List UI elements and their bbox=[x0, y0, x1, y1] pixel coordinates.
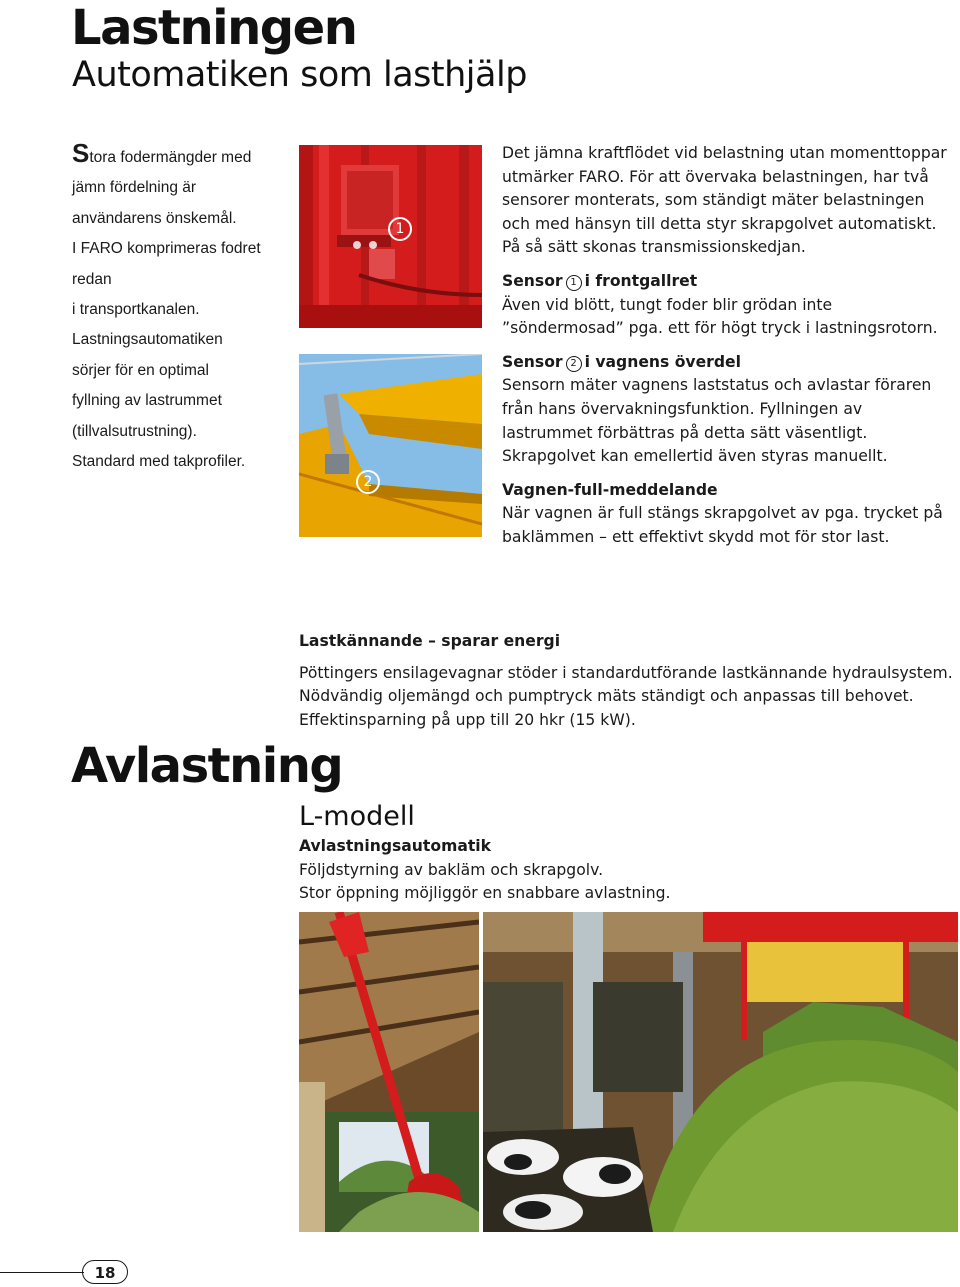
sensor2-heading: Sensor 2 i vagnens överdel bbox=[502, 352, 741, 371]
sensor1-heading: Sensor 1 i frontgallret bbox=[502, 271, 698, 290]
intro-line: Stora fodermängder med bbox=[72, 138, 252, 168]
unloading-automation-line: Följdstyrning av bakläm och skrapgolv. bbox=[299, 860, 604, 879]
sensor-1-badge: 1 bbox=[388, 217, 412, 241]
section-title-lastningen: Lastningen bbox=[71, 0, 357, 56]
unloading-automation-line: Stor öppning möjliggör en snabbare avlastning. bbox=[299, 884, 671, 903]
sensor2-text: Sensorn mäter vagnens laststatus och avlastar föraren från hans övervakningsfunktion. Fyllningen av lastrummet förbättras på detta sätt väsentligt. Skrapgolvet kan emellertid även styras manuellt. bbox=[502, 376, 932, 466]
load-sensing-text: Pöttingers ensilagevagnar stöder i standardutförande lastkännande hydraulsystem. Nödvändig oljemängd och pumptryck mäts ständigt och anpassas till behovet. Effektinsparning på upp till 20 hkr (15 kW). bbox=[299, 663, 953, 729]
sensor1-text: Även vid blött, tungt foder blir grödan inte ”söndermosad” pga. ett för högt tryck i lastningsrotorn. bbox=[502, 295, 938, 338]
sensor1-number-icon: 1 bbox=[566, 275, 582, 291]
page-number-rule bbox=[0, 1272, 84, 1273]
intro-line: Lastningsautomatiken bbox=[72, 331, 223, 349]
unloading-automation-block bbox=[299, 835, 899, 906]
full-notice-text: När vagnen är full stängs skrapgolvet av pga. trycket på baklämmen – ett effektivt skydd mot för stor last. bbox=[502, 504, 943, 546]
intro-line: användarens önskemål. bbox=[72, 209, 237, 227]
intro-line: (tillvalsutrustning). bbox=[72, 422, 197, 440]
intro-text bbox=[72, 138, 287, 477]
sensor1-photo bbox=[299, 145, 482, 328]
full-notice-heading: Vagnen-full-meddelande bbox=[502, 480, 718, 499]
intro-line: redan bbox=[72, 270, 112, 288]
sensor2-photo bbox=[299, 354, 482, 537]
section-subtitle: Automatiken som lasthjälp bbox=[72, 55, 527, 95]
intro-line: jämn fördelning är bbox=[72, 179, 197, 197]
unloading-silage-photo bbox=[483, 912, 958, 1232]
page-number: 18 bbox=[82, 1260, 128, 1284]
barn-crane-photo bbox=[299, 912, 479, 1232]
sensor2-photo-illustration bbox=[299, 354, 482, 537]
load-sensing-block bbox=[299, 630, 959, 732]
sensor-2-badge: 2 bbox=[356, 470, 380, 494]
unloading-silage-illustration bbox=[483, 912, 958, 1232]
model-title: L-modell bbox=[299, 801, 415, 832]
intro-line: fyllning av lastrummet bbox=[72, 392, 222, 410]
faro-intro: Det jämna kraftflödet vid belastning utan momenttoppar utmärker FARO. För att övervaka belastningen, har två sensorer monterats, som ständigt mäter belastningen och med hänsyn till detta styr skrapgolvet automatiskt. På så sätt skonas transmissionskedjan. bbox=[502, 144, 947, 257]
unloading-automation-heading: Avlastningsautomatik bbox=[299, 837, 492, 855]
load-sensing-heading: Lastkännande – sparar energi bbox=[299, 632, 561, 650]
section-title-avlastning: Avlastning bbox=[71, 738, 343, 794]
drop-cap: S bbox=[72, 138, 90, 168]
sensor2-number-icon: 2 bbox=[566, 356, 582, 372]
intro-line: Standard med takprofiler. bbox=[72, 453, 246, 471]
intro-line: sörjer för en optimal bbox=[72, 361, 209, 379]
faro-description bbox=[502, 142, 957, 550]
barn-crane-illustration bbox=[299, 912, 479, 1232]
intro-line: i transportkanalen. bbox=[72, 301, 200, 319]
intro-line: I FARO komprimeras fodret bbox=[72, 240, 261, 258]
